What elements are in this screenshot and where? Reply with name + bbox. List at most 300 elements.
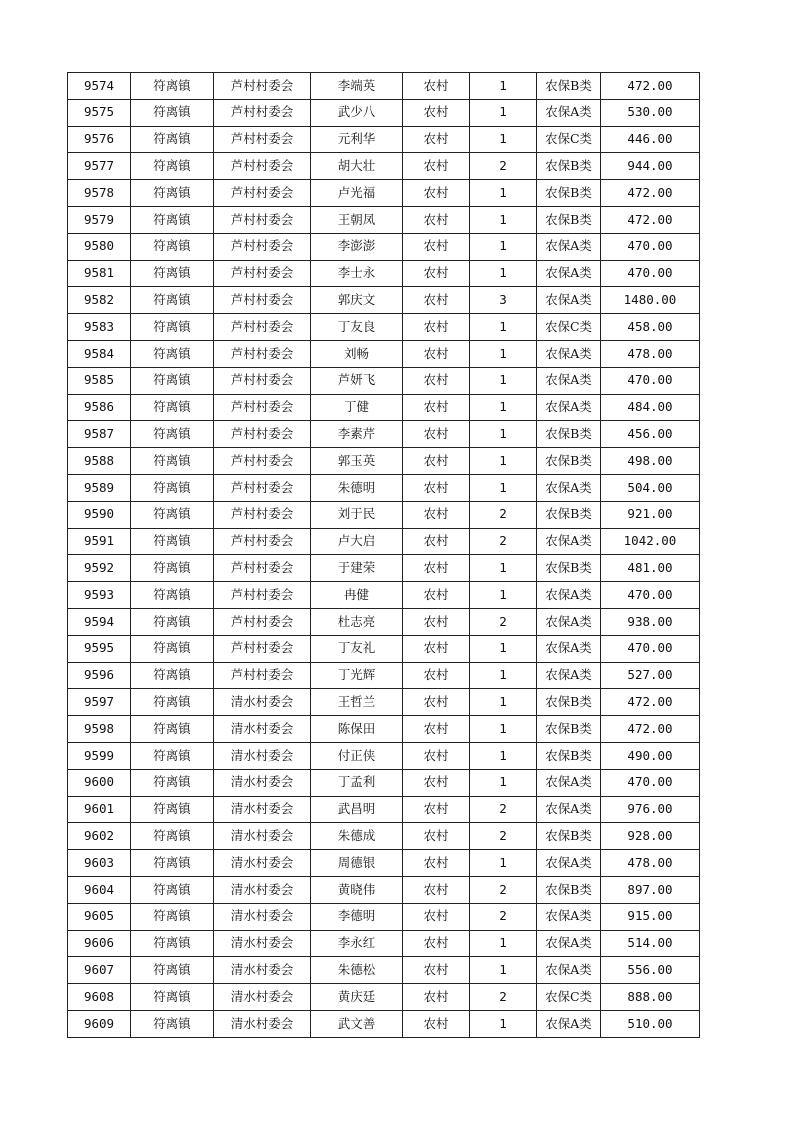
table-row <box>68 1010 700 1037</box>
insurance-category-cell: 农保C类 <box>537 314 601 341</box>
table-row <box>68 689 700 716</box>
row-number: 9578 <box>68 180 131 207</box>
amount-cell: 504.00 <box>601 474 700 501</box>
insurance-category-cell: 农保B类 <box>537 742 601 769</box>
amount-cell: 527.00 <box>601 662 700 689</box>
person-name-cell: 朱德松 <box>311 957 403 984</box>
area-type-cell: 农村 <box>403 528 470 555</box>
town-cell: 符离镇 <box>131 153 214 180</box>
table-row <box>68 233 700 260</box>
village-committee-cell: 芦村村委会 <box>214 608 311 635</box>
area-type-cell: 农村 <box>403 742 470 769</box>
insurance-category-cell: 农保A类 <box>537 260 601 287</box>
area-type-cell: 农村 <box>403 314 470 341</box>
table-row <box>68 582 700 609</box>
table-row <box>68 716 700 743</box>
insurance-category-cell: 农保A类 <box>537 796 601 823</box>
insurance-category-cell: 农保B类 <box>537 448 601 475</box>
person-name-cell: 丁友良 <box>311 314 403 341</box>
town-cell: 符离镇 <box>131 796 214 823</box>
row-number: 9587 <box>68 421 131 448</box>
person-name-cell: 丁友礼 <box>311 635 403 662</box>
table-row <box>68 73 700 100</box>
row-number: 9582 <box>68 287 131 314</box>
insurance-category-cell: 农保A类 <box>537 903 601 930</box>
person-name-cell: 王哲兰 <box>311 689 403 716</box>
insurance-category-cell: 农保B类 <box>537 501 601 528</box>
row-number: 9599 <box>68 742 131 769</box>
insurance-category-cell: 农保A类 <box>537 930 601 957</box>
village-committee-cell: 清水村委会 <box>214 876 311 903</box>
row-number: 9596 <box>68 662 131 689</box>
row-number: 9603 <box>68 850 131 877</box>
amount-cell: 470.00 <box>601 635 700 662</box>
row-number: 9593 <box>68 582 131 609</box>
area-type-cell: 农村 <box>403 850 470 877</box>
insurance-category-cell: 农保A类 <box>537 769 601 796</box>
table-row <box>68 448 700 475</box>
amount-cell: 470.00 <box>601 769 700 796</box>
person-name-cell: 武昌明 <box>311 796 403 823</box>
person-name-cell: 李士永 <box>311 260 403 287</box>
town-cell: 符离镇 <box>131 689 214 716</box>
table-row <box>68 796 700 823</box>
amount-cell: 888.00 <box>601 984 700 1011</box>
village-committee-cell: 清水村委会 <box>214 850 311 877</box>
row-number: 9600 <box>68 769 131 796</box>
household-count-cell: 1 <box>470 73 537 100</box>
insurance-category-cell: 农保B类 <box>537 206 601 233</box>
area-type-cell: 农村 <box>403 555 470 582</box>
row-number: 9583 <box>68 314 131 341</box>
person-name-cell: 丁孟利 <box>311 769 403 796</box>
area-type-cell: 农村 <box>403 99 470 126</box>
area-type-cell: 农村 <box>403 903 470 930</box>
table-row <box>68 180 700 207</box>
household-count-cell: 1 <box>470 233 537 260</box>
area-type-cell: 农村 <box>403 287 470 314</box>
table-row <box>68 126 700 153</box>
household-count-cell: 1 <box>470 635 537 662</box>
town-cell: 符离镇 <box>131 421 214 448</box>
amount-cell: 944.00 <box>601 153 700 180</box>
row-number: 9594 <box>68 608 131 635</box>
household-count-cell: 1 <box>470 260 537 287</box>
insurance-category-cell: 农保A类 <box>537 582 601 609</box>
amount-cell: 481.00 <box>601 555 700 582</box>
table-row <box>68 394 700 421</box>
row-number: 9597 <box>68 689 131 716</box>
row-number: 9580 <box>68 233 131 260</box>
insurance-category-cell: 农保A类 <box>537 528 601 555</box>
household-count-cell: 1 <box>470 99 537 126</box>
village-committee-cell: 芦村村委会 <box>214 153 311 180</box>
village-committee-cell: 清水村委会 <box>214 984 311 1011</box>
village-committee-cell: 芦村村委会 <box>214 367 311 394</box>
person-name-cell: 武少八 <box>311 99 403 126</box>
household-count-cell: 1 <box>470 769 537 796</box>
area-type-cell: 农村 <box>403 474 470 501</box>
town-cell: 符离镇 <box>131 99 214 126</box>
village-committee-cell: 清水村委会 <box>214 742 311 769</box>
town-cell: 符离镇 <box>131 206 214 233</box>
amount-cell: 1480.00 <box>601 287 700 314</box>
person-name-cell: 元利华 <box>311 126 403 153</box>
area-type-cell: 农村 <box>403 394 470 421</box>
town-cell: 符离镇 <box>131 287 214 314</box>
household-count-cell: 1 <box>470 314 537 341</box>
person-name-cell: 丁光辉 <box>311 662 403 689</box>
area-type-cell: 农村 <box>403 796 470 823</box>
household-count-cell: 1 <box>470 742 537 769</box>
amount-cell: 556.00 <box>601 957 700 984</box>
table-row <box>68 153 700 180</box>
area-type-cell: 农村 <box>403 367 470 394</box>
village-committee-cell: 芦村村委会 <box>214 501 311 528</box>
person-name-cell: 冉健 <box>311 582 403 609</box>
person-name-cell: 王朝凤 <box>311 206 403 233</box>
household-count-cell: 2 <box>470 796 537 823</box>
village-committee-cell: 芦村村委会 <box>214 260 311 287</box>
town-cell: 符离镇 <box>131 903 214 930</box>
town-cell: 符离镇 <box>131 823 214 850</box>
table-row <box>68 635 700 662</box>
person-name-cell: 李德明 <box>311 903 403 930</box>
person-name-cell: 李端英 <box>311 73 403 100</box>
row-number: 9590 <box>68 501 131 528</box>
area-type-cell: 农村 <box>403 876 470 903</box>
amount-cell: 472.00 <box>601 73 700 100</box>
row-number: 9591 <box>68 528 131 555</box>
amount-cell: 915.00 <box>601 903 700 930</box>
table-row <box>68 501 700 528</box>
insurance-category-cell: 农保A类 <box>537 957 601 984</box>
table-row <box>68 662 700 689</box>
household-count-cell: 1 <box>470 206 537 233</box>
table-row <box>68 823 700 850</box>
town-cell: 符离镇 <box>131 233 214 260</box>
village-committee-cell: 芦村村委会 <box>214 474 311 501</box>
insurance-category-cell: 农保B类 <box>537 689 601 716</box>
area-type-cell: 农村 <box>403 421 470 448</box>
town-cell: 符离镇 <box>131 662 214 689</box>
row-number: 9586 <box>68 394 131 421</box>
person-name-cell: 武文善 <box>311 1010 403 1037</box>
amount-cell: 498.00 <box>601 448 700 475</box>
town-cell: 符离镇 <box>131 394 214 421</box>
village-committee-cell: 芦村村委会 <box>214 555 311 582</box>
village-committee-cell: 芦村村委会 <box>214 99 311 126</box>
town-cell: 符离镇 <box>131 126 214 153</box>
household-count-cell: 1 <box>470 850 537 877</box>
area-type-cell: 农村 <box>403 930 470 957</box>
person-name-cell: 付正侠 <box>311 742 403 769</box>
amount-cell: 938.00 <box>601 608 700 635</box>
amount-cell: 921.00 <box>601 501 700 528</box>
table-row <box>68 260 700 287</box>
insurance-category-cell: 农保B类 <box>537 823 601 850</box>
household-count-cell: 1 <box>470 126 537 153</box>
area-type-cell: 农村 <box>403 716 470 743</box>
town-cell: 符离镇 <box>131 876 214 903</box>
row-number: 9598 <box>68 716 131 743</box>
household-count-cell: 1 <box>470 716 537 743</box>
insurance-category-cell: 农保B类 <box>537 876 601 903</box>
amount-cell: 510.00 <box>601 1010 700 1037</box>
amount-cell: 490.00 <box>601 742 700 769</box>
village-committee-cell: 芦村村委会 <box>214 233 311 260</box>
area-type-cell: 农村 <box>403 662 470 689</box>
area-type-cell: 农村 <box>403 957 470 984</box>
town-cell: 符离镇 <box>131 1010 214 1037</box>
row-number: 9575 <box>68 99 131 126</box>
table-row <box>68 421 700 448</box>
town-cell: 符离镇 <box>131 528 214 555</box>
row-number: 9579 <box>68 206 131 233</box>
household-count-cell: 1 <box>470 340 537 367</box>
table-row <box>68 287 700 314</box>
table-body <box>68 73 700 1038</box>
insurance-category-cell: 农保A类 <box>537 1010 601 1037</box>
household-count-cell: 1 <box>470 421 537 448</box>
table-row <box>68 367 700 394</box>
amount-cell: 1042.00 <box>601 528 700 555</box>
area-type-cell: 农村 <box>403 260 470 287</box>
insurance-category-cell: 农保C类 <box>537 984 601 1011</box>
town-cell: 符离镇 <box>131 635 214 662</box>
row-number: 9606 <box>68 930 131 957</box>
table-row <box>68 608 700 635</box>
household-count-cell: 1 <box>470 394 537 421</box>
area-type-cell: 农村 <box>403 448 470 475</box>
row-number: 9588 <box>68 448 131 475</box>
village-committee-cell: 清水村委会 <box>214 796 311 823</box>
table-row <box>68 742 700 769</box>
amount-cell: 928.00 <box>601 823 700 850</box>
amount-cell: 484.00 <box>601 394 700 421</box>
table-row <box>68 957 700 984</box>
household-count-cell: 2 <box>470 876 537 903</box>
row-number: 9608 <box>68 984 131 1011</box>
household-count-cell: 1 <box>470 930 537 957</box>
area-type-cell: 农村 <box>403 153 470 180</box>
table-row <box>68 930 700 957</box>
amount-cell: 478.00 <box>601 850 700 877</box>
area-type-cell: 农村 <box>403 180 470 207</box>
amount-cell: 472.00 <box>601 716 700 743</box>
insurance-category-cell: 农保B类 <box>537 421 601 448</box>
area-type-cell: 农村 <box>403 608 470 635</box>
table-row <box>68 314 700 341</box>
person-name-cell: 陈保田 <box>311 716 403 743</box>
insurance-category-cell: 农保A类 <box>537 662 601 689</box>
household-count-cell: 2 <box>470 153 537 180</box>
row-number: 9601 <box>68 796 131 823</box>
insurance-category-cell: 农保A类 <box>537 287 601 314</box>
person-name-cell: 郭庆文 <box>311 287 403 314</box>
insurance-category-cell: 农保A类 <box>537 340 601 367</box>
amount-cell: 530.00 <box>601 99 700 126</box>
town-cell: 符离镇 <box>131 367 214 394</box>
household-count-cell: 2 <box>470 501 537 528</box>
row-number: 9595 <box>68 635 131 662</box>
area-type-cell: 农村 <box>403 769 470 796</box>
table-row <box>68 528 700 555</box>
insurance-category-cell: 农保B类 <box>537 180 601 207</box>
table-row <box>68 850 700 877</box>
amount-cell: 976.00 <box>601 796 700 823</box>
village-committee-cell: 芦村村委会 <box>214 206 311 233</box>
town-cell: 符离镇 <box>131 984 214 1011</box>
table-row <box>68 876 700 903</box>
household-count-cell: 2 <box>470 528 537 555</box>
village-committee-cell: 芦村村委会 <box>214 582 311 609</box>
row-number: 9585 <box>68 367 131 394</box>
area-type-cell: 农村 <box>403 823 470 850</box>
row-number: 9592 <box>68 555 131 582</box>
village-committee-cell: 芦村村委会 <box>214 287 311 314</box>
household-count-cell: 1 <box>470 957 537 984</box>
insurance-category-cell: 农保A类 <box>537 850 601 877</box>
insurance-category-cell: 农保A类 <box>537 367 601 394</box>
table-row <box>68 903 700 930</box>
person-name-cell: 刘畅 <box>311 340 403 367</box>
town-cell: 符离镇 <box>131 73 214 100</box>
insurance-category-cell: 农保C类 <box>537 126 601 153</box>
town-cell: 符离镇 <box>131 769 214 796</box>
person-name-cell: 郭玉英 <box>311 448 403 475</box>
village-committee-cell: 芦村村委会 <box>214 314 311 341</box>
area-type-cell: 农村 <box>403 206 470 233</box>
town-cell: 符离镇 <box>131 474 214 501</box>
row-number: 9607 <box>68 957 131 984</box>
row-number: 9584 <box>68 340 131 367</box>
insurance-category-cell: 农保B类 <box>537 73 601 100</box>
amount-cell: 472.00 <box>601 206 700 233</box>
area-type-cell: 农村 <box>403 340 470 367</box>
insurance-category-cell: 农保A类 <box>537 635 601 662</box>
amount-cell: 478.00 <box>601 340 700 367</box>
town-cell: 符离镇 <box>131 448 214 475</box>
row-number: 9589 <box>68 474 131 501</box>
area-type-cell: 农村 <box>403 689 470 716</box>
insurance-category-cell: 农保A类 <box>537 233 601 260</box>
town-cell: 符离镇 <box>131 501 214 528</box>
person-name-cell: 于建荣 <box>311 555 403 582</box>
village-committee-cell: 清水村委会 <box>214 823 311 850</box>
town-cell: 符离镇 <box>131 957 214 984</box>
row-number: 9605 <box>68 903 131 930</box>
table-row <box>68 206 700 233</box>
village-committee-cell: 芦村村委会 <box>214 394 311 421</box>
area-type-cell: 农村 <box>403 582 470 609</box>
amount-cell: 472.00 <box>601 689 700 716</box>
village-committee-cell: 芦村村委会 <box>214 340 311 367</box>
person-name-cell: 朱德明 <box>311 474 403 501</box>
row-number: 9602 <box>68 823 131 850</box>
village-committee-cell: 清水村委会 <box>214 1010 311 1037</box>
town-cell: 符离镇 <box>131 260 214 287</box>
town-cell: 符离镇 <box>131 340 214 367</box>
town-cell: 符离镇 <box>131 555 214 582</box>
village-committee-cell: 清水村委会 <box>214 689 311 716</box>
household-count-cell: 2 <box>470 608 537 635</box>
household-count-cell: 1 <box>470 555 537 582</box>
area-type-cell: 农村 <box>403 984 470 1011</box>
table-row <box>68 474 700 501</box>
table-row <box>68 555 700 582</box>
household-count-cell: 1 <box>470 662 537 689</box>
town-cell: 符离镇 <box>131 716 214 743</box>
table-row <box>68 340 700 367</box>
person-name-cell: 刘于民 <box>311 501 403 528</box>
row-number: 9574 <box>68 73 131 100</box>
amount-cell: 470.00 <box>601 582 700 609</box>
area-type-cell: 农村 <box>403 635 470 662</box>
household-count-cell: 1 <box>470 1010 537 1037</box>
amount-cell: 456.00 <box>601 421 700 448</box>
town-cell: 符离镇 <box>131 608 214 635</box>
area-type-cell: 农村 <box>403 233 470 260</box>
area-type-cell: 农村 <box>403 501 470 528</box>
person-name-cell: 李澎澎 <box>311 233 403 260</box>
person-name-cell: 卢大启 <box>311 528 403 555</box>
person-name-cell: 周德银 <box>311 850 403 877</box>
person-name-cell: 芦妍飞 <box>311 367 403 394</box>
insurance-category-cell: 农保A类 <box>537 394 601 421</box>
roster-table <box>67 72 700 1038</box>
insurance-category-cell: 农保A类 <box>537 99 601 126</box>
row-number: 9577 <box>68 153 131 180</box>
town-cell: 符离镇 <box>131 314 214 341</box>
amount-cell: 446.00 <box>601 126 700 153</box>
household-count-cell: 1 <box>470 689 537 716</box>
village-committee-cell: 芦村村委会 <box>214 73 311 100</box>
village-committee-cell: 清水村委会 <box>214 716 311 743</box>
person-name-cell: 杜志亮 <box>311 608 403 635</box>
person-name-cell: 黄晓伟 <box>311 876 403 903</box>
amount-cell: 470.00 <box>601 260 700 287</box>
amount-cell: 472.00 <box>601 180 700 207</box>
household-count-cell: 3 <box>470 287 537 314</box>
person-name-cell: 朱德成 <box>311 823 403 850</box>
village-committee-cell: 清水村委会 <box>214 769 311 796</box>
insurance-category-cell: 农保A类 <box>537 474 601 501</box>
village-committee-cell: 芦村村委会 <box>214 126 311 153</box>
person-name-cell: 卢光福 <box>311 180 403 207</box>
insurance-category-cell: 农保B类 <box>537 716 601 743</box>
table-row <box>68 984 700 1011</box>
village-committee-cell: 芦村村委会 <box>214 448 311 475</box>
town-cell: 符离镇 <box>131 180 214 207</box>
person-name-cell: 李素芹 <box>311 421 403 448</box>
village-committee-cell: 清水村委会 <box>214 903 311 930</box>
village-committee-cell: 清水村委会 <box>214 957 311 984</box>
amount-cell: 470.00 <box>601 367 700 394</box>
household-count-cell: 1 <box>470 448 537 475</box>
area-type-cell: 农村 <box>403 73 470 100</box>
table-row <box>68 99 700 126</box>
village-committee-cell: 芦村村委会 <box>214 635 311 662</box>
household-count-cell: 1 <box>470 180 537 207</box>
person-name-cell: 丁健 <box>311 394 403 421</box>
household-count-cell: 2 <box>470 823 537 850</box>
town-cell: 符离镇 <box>131 582 214 609</box>
household-count-cell: 1 <box>470 474 537 501</box>
amount-cell: 458.00 <box>601 314 700 341</box>
amount-cell: 514.00 <box>601 930 700 957</box>
insurance-category-cell: 农保A类 <box>537 608 601 635</box>
